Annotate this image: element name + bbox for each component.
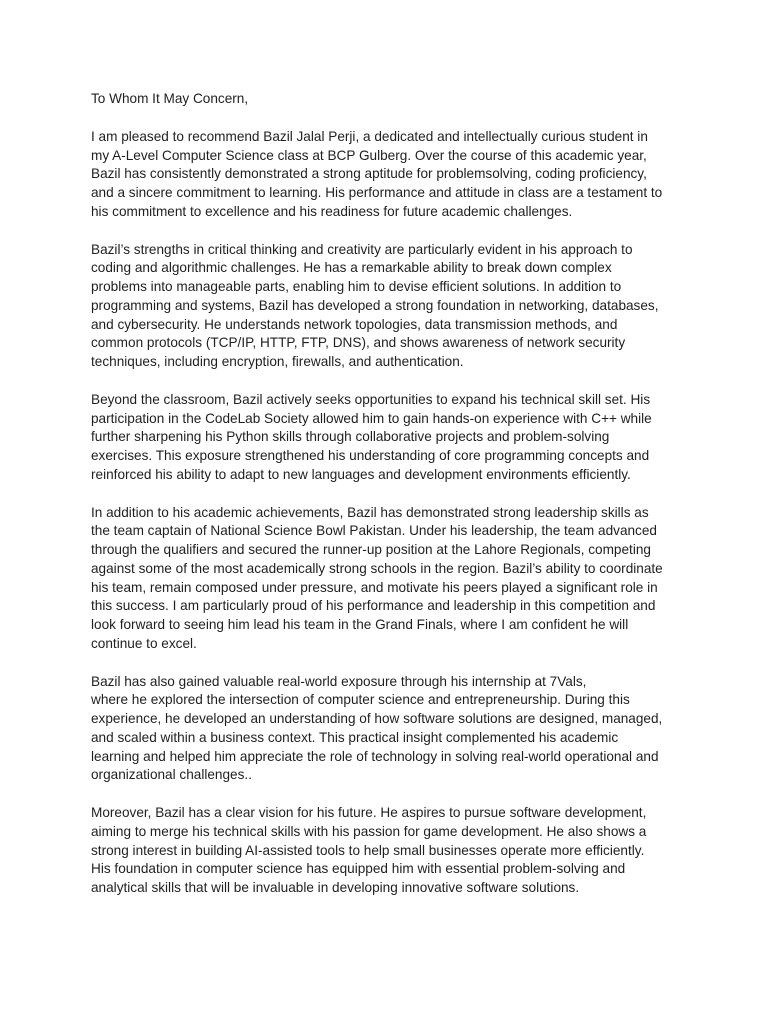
paragraph-line: further sharpening his Python skills through collaborative projects and problem-solving <box>91 429 610 445</box>
body-paragraph <box>91 673 691 786</box>
paragraph-line: Bazil has consistently demonstrated a strong aptitude for problemsolving, coding proficiency, <box>91 166 647 182</box>
paragraph-line: In addition to his academic achievements, Bazil has demonstrated strong leadership skills as <box>91 504 649 520</box>
paragraph-line: strong interest in building AI-assisted tools to help small businesses operate more efficiently. <box>91 842 645 858</box>
paragraph-line: common protocols (TCP/IP, HTTP, FTP, DNS), and shows awareness of network security <box>91 335 626 351</box>
paragraph-line: participation in the CodeLab Society allowed him to gain hands-on experience with C++ while <box>91 410 652 426</box>
paragraph-line: I am pleased to recommend Bazil Jalal Perji, a dedicated and intellectually curious student in <box>91 128 648 144</box>
paragraph-line: problems into manageable parts, enabling him to devise efficient solutions. In addition to <box>91 279 622 294</box>
paragraph-line: Beyond the classroom, Bazil actively seeks opportunities to expand his technical skill set. His <box>91 391 651 407</box>
paragraph-line: programming and systems, Bazil has developed a strong foundation in networking, databases, <box>91 297 659 313</box>
paragraph-line: coding and algorithmic challenges. He has a remarkable ability to break down complex <box>91 260 612 276</box>
paragraph-line: where he explored the intersection of computer science and entrepreneurship. During this <box>91 692 630 708</box>
paragraph-line: his commitment to excellence and his readiness for future academic challenges. <box>91 203 573 219</box>
paragraph-line: and scaled within a business context. This practical insight complemented his academic <box>91 729 619 745</box>
paragraph-line: exercises. This exposure strengthened his understanding of core programming concepts and <box>91 448 650 463</box>
paragraph-line: organizational challenges.. <box>91 767 252 783</box>
paragraph-line: analytical skills that will be invaluable in developing innovative software solutions. <box>91 880 580 895</box>
body-paragraph <box>91 804 691 898</box>
paragraph-line: techniques, including encryption, firewalls, and authentication. <box>91 354 464 369</box>
paragraph-line: my A-Level Computer Science class at BCP Gulberg. Over the course of this academic year, <box>91 147 647 163</box>
paragraph-line: against some of the most academically strong schools in the region. Bazil’s ability to coordinate <box>91 560 663 576</box>
paragraph-line: his team, remain composed under pressure, and motivate his peers played a significant role in <box>91 579 658 595</box>
paragraph-line: learning and helped him appreciate the role of technology in solving real-world operational and <box>91 748 659 764</box>
paragraph-line: aiming to merge his technical skills with his passion for game development. He also shows a <box>91 823 647 839</box>
paragraph-line: look forward to seeing him lead his team in the Grand Finals, where I am confident he will <box>91 617 629 632</box>
paragraph-line: experience, he developed an understanding of how software solutions are designed, managed, <box>91 711 663 726</box>
paragraph-line: this success. I am particularly proud of his performance and leadership in this competition and <box>91 598 656 614</box>
paragraph-line: Bazil’s strengths in critical thinking and creativity are particularly evident in his approach to <box>91 241 633 257</box>
paragraph-line: Moreover, Bazil has a clear vision for his future. He aspires to pursue software development, <box>91 805 647 820</box>
body-paragraph <box>91 391 691 485</box>
paragraph-line: the team captain of National Science Bowl Pakistan. Under his leadership, the team advanced <box>91 523 657 539</box>
paragraph-line: and cybersecurity. He understands network topologies, data transmission methods, and <box>91 316 618 332</box>
paragraph-line: reinforced his ability to adapt to new languages and development environments efficiently. <box>91 466 631 482</box>
paragraph-line: His foundation in computer science has equipped him with essential problem-solving and <box>91 861 626 877</box>
paragraph-line: continue to excel. <box>91 635 197 651</box>
body-paragraph <box>91 128 691 222</box>
salutation: To Whom It May Concern, <box>91 91 249 106</box>
paragraph-line: and a sincere commitment to learning. His performance and attitude in class are a testament to <box>91 185 663 200</box>
letter-body <box>91 128 691 898</box>
body-paragraph <box>91 241 691 372</box>
paragraph-line: through the qualifiers and secured the runner-up position at the Lahore Regionals, competing <box>91 542 651 557</box>
recommendation-letter <box>91 90 691 917</box>
paragraph-line: Bazil has also gained valuable real-world exposure through his internship at 7Vals, <box>91 673 587 689</box>
body-paragraph <box>91 504 691 654</box>
